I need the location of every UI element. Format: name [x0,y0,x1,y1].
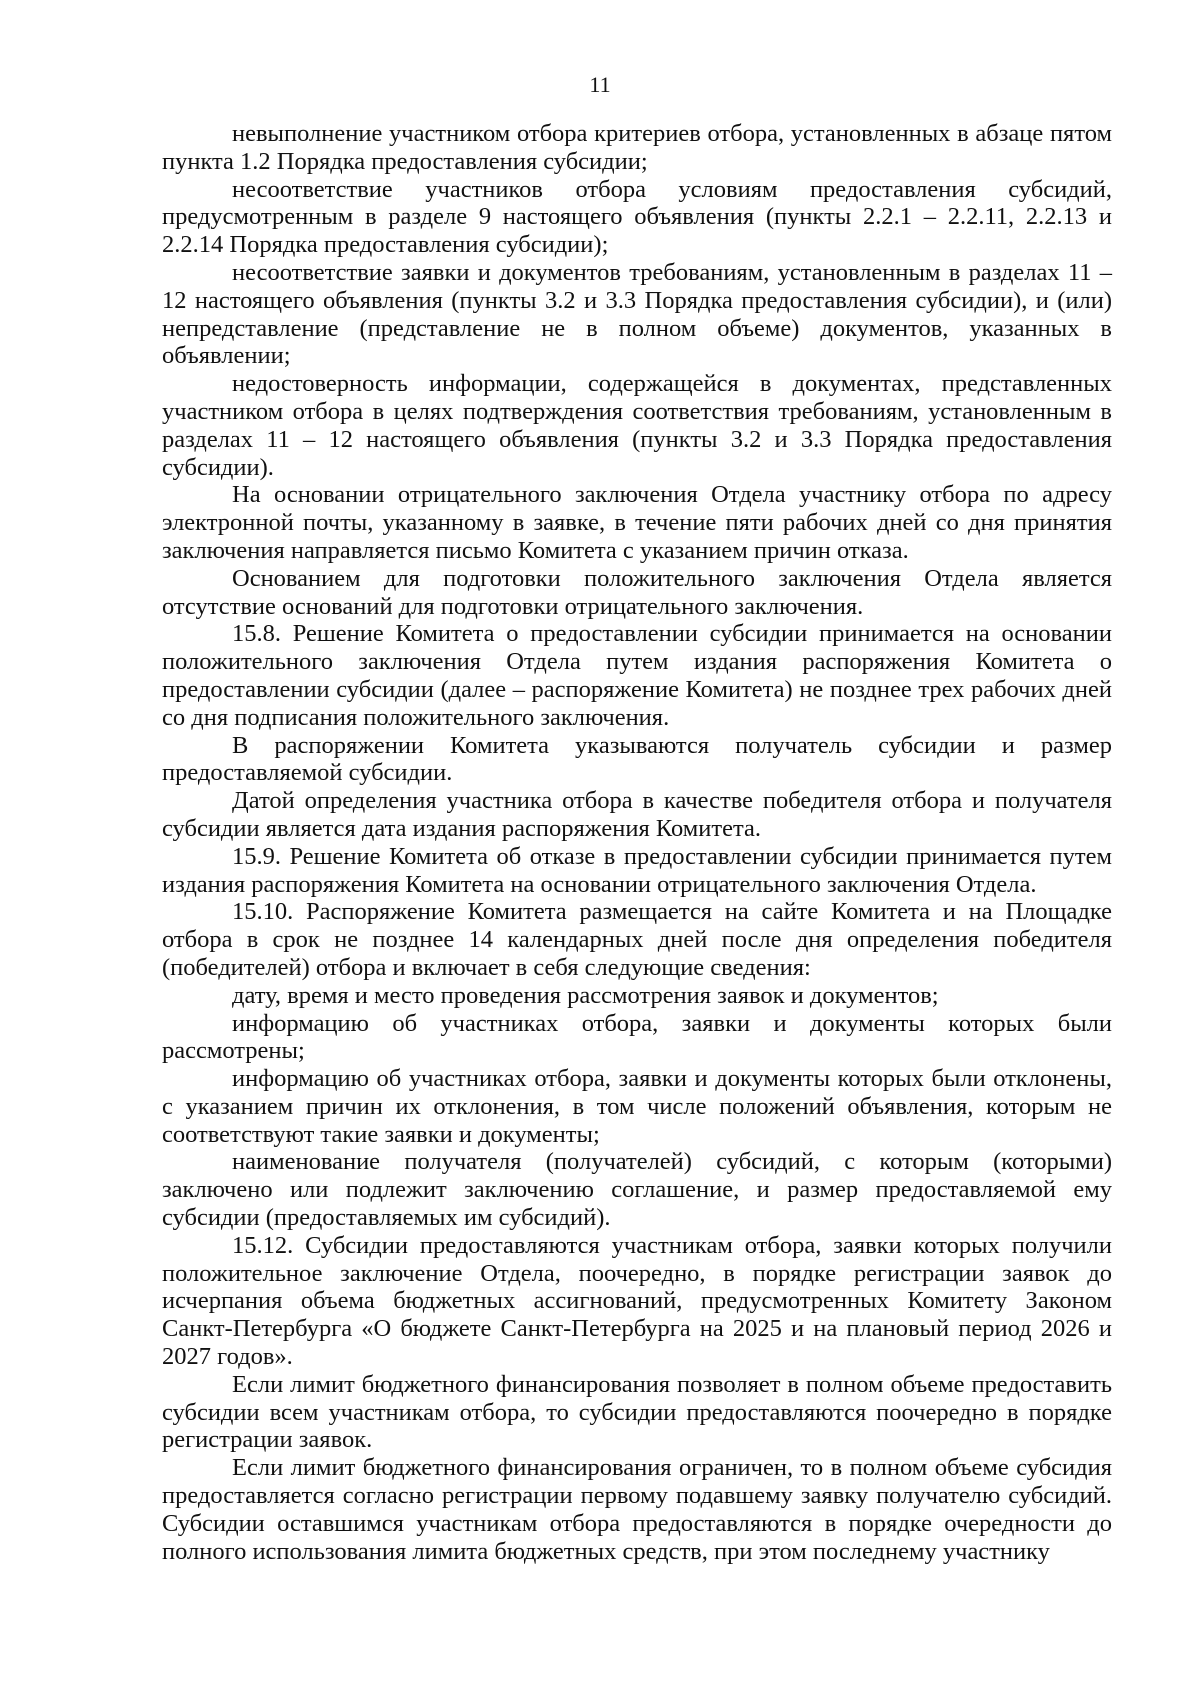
paragraph: информацию об участниках отбора, заявки и документы которых были рассмотрены; [162,1009,1112,1065]
paragraph: В распоряжении Комитета указываются получатель субсидии и размер предоставляемой субсидии. [162,731,1112,787]
paragraph: Если лимит бюджетного финансирования позволяет в полном объеме предоставить субсидии всем участникам отбора, то субсидии предоставляются поочередно в порядке регистрации заявок. [162,1370,1112,1454]
paragraph: 15.8. Решение Комитета о предоставлении субсидии принимается на основании положительного заключения Отдела путем издания распоряжения Комитета о предоставлении субсидии (далее – распоряжение Комитета) не позднее трех рабочих дней со дня подписания положительного заключения. [162,620,1112,731]
document-body [162,120,1112,1565]
paragraph: наименование получателя (получателей) субсидий, с которым (которыми) заключено или подлежит заключению соглашение, и размер предоставляемой ему субсидии (предоставляемых им субсидий). [162,1148,1112,1232]
paragraph: 15.10. Распоряжение Комитета размещается на сайте Комитета и на Площадке отбора в срок не позднее 14 календарных дней после дня определения победителя (победителей) отбора и включает в себя следующие сведения: [162,898,1112,981]
paragraph: недостоверность информации, содержащейся в документах, представленных участником отбора в целях подтверждения соответствия требованиям, установленным в разделах 11 – 12 настоящего объявления (пункты 3.2 и 3.3 Порядка предоставления субсидии). [162,370,1112,481]
paragraph: Если лимит бюджетного финансирования ограничен, то в полном объеме субсидия предоставляется согласно регистрации первому подавшему заявку получателю субсидий. Субсидии оставшимся участникам отбора предоставляются в порядке очередности до полного использования лимита бюджетных средств, при этом последнему участнику [162,1454,1112,1565]
paragraph: Основанием для подготовки положительного заключения Отдела является отсутствие оснований для подготовки отрицательного заключения. [162,564,1112,620]
paragraph: несоответствие участников отбора условиям предоставления субсидий, предусмотренным в разделе 9 настоящего объявления (пункты 2.2.1 – 2.2.11, 2.2.13 и 2.2.14 Порядка предоставления субсидии); [162,175,1112,259]
paragraph: На основании отрицательного заключения Отдела участнику отбора по адресу электронной почты, указанному в заявке, в течение пяти рабочих дней со дня принятия заключения направляется письмо Комитета с указанием причин отказа. [162,481,1112,564]
paragraph: Датой определения участника отбора в качестве победителя отбора и получателя субсидии является дата издания распоряжения Комитета. [162,787,1112,842]
paragraph: 15.9. Решение Комитета об отказе в предоставлении субсидии принимается путем издания распоряжения Комитета на основании отрицательного заключения Отдела. [162,842,1112,898]
paragraph: невыполнение участником отбора критериев отбора, установленных в абзаце пятом пункта 1.2 Порядка предоставления субсидии; [162,120,1112,175]
paragraph: дату, время и место проведения рассмотрения заявок и документов; [232,981,939,1009]
paragraph: несоответствие заявки и документов требованиям, установленным в разделах 11 – 12 настоящего объявления (пункты 3.2 и 3.3 Порядка предоставления субсидии), и (или) непредставление (представление не в полном объеме) документов, указанных в объявлении; [162,258,1112,370]
paragraph: 15.12. Субсидии предоставляются участникам отбора, заявки которых получили положительное заключение Отдела, поочередно, в порядке регистрации заявок до исчерпания объема бюджетных ассигнований, предусмотренных Комитету Законом Санкт-Петербурга «О бюджете Санкт-Петербурга на 2025 и на плановый период 2026 и 2027 годов». [162,1231,1112,1371]
page-number: 11 [589,72,611,97]
paragraph: информацию об участниках отбора, заявки и документы которых были отклонены, с указанием причин их отклонения, в том числе положений объявления, которым не соответствуют такие заявки и документы; [162,1065,1112,1148]
